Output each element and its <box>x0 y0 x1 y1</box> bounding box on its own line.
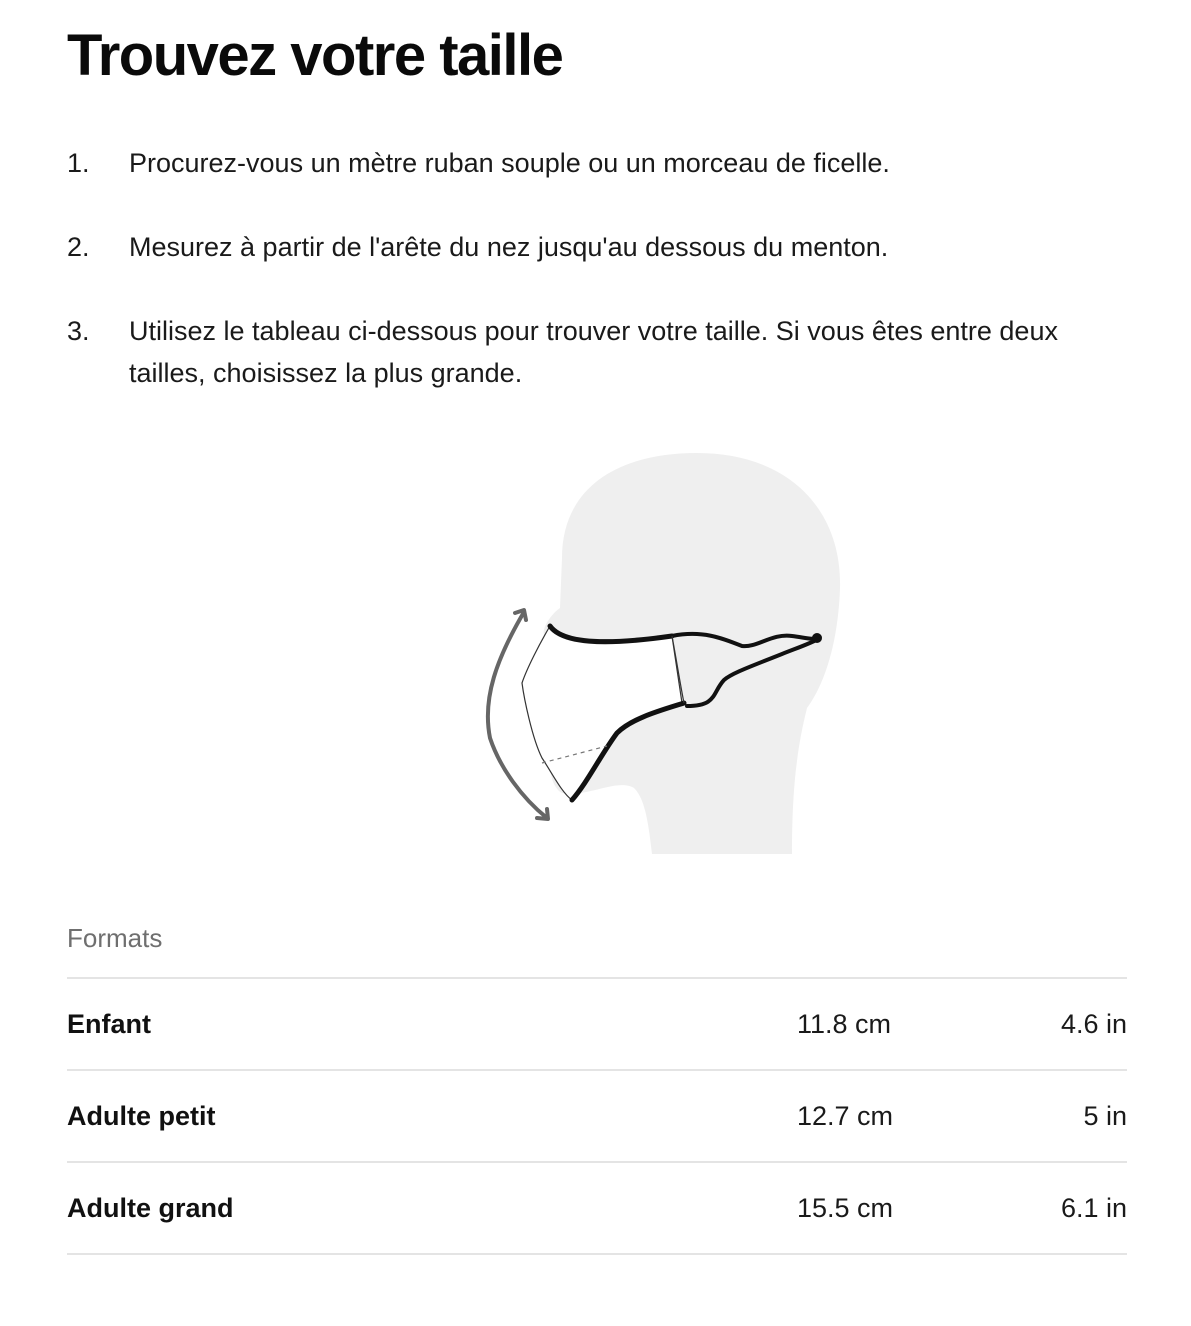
size-cm: 12.7 cm <box>797 1100 894 1131</box>
size-row-adulte-petit <box>67 1071 1127 1163</box>
size-table <box>67 977 1127 1255</box>
step-text: Procurez-vous un mètre ruban souple ou un morceau de ficelle. <box>129 148 890 178</box>
step-number: 3. <box>67 316 90 346</box>
instruction-step-3 <box>67 310 1127 394</box>
size-name: Enfant <box>67 1008 151 1039</box>
size-in: 4.6 in <box>1060 1008 1127 1039</box>
instructions-list <box>67 142 1127 436</box>
size-in: 6.1 in <box>1060 1192 1127 1223</box>
step-text: Utilisez le tableau ci-dessous pour trouver votre taille. Si vous êtes entre deux tailles, choisissez la plus grande. <box>129 316 1058 388</box>
formats-label: Formats <box>67 923 163 953</box>
instruction-step-1 <box>67 142 1127 184</box>
size-cm: 11.8 cm <box>797 1008 892 1039</box>
page-title: Trouvez votre taille <box>67 23 563 88</box>
step-number: 2. <box>67 232 90 262</box>
size-in: 5 in <box>1083 1100 1127 1131</box>
size-row-adulte-grand <box>67 1163 1127 1255</box>
size-row-enfant <box>67 979 1127 1071</box>
ear-loop-toggle <box>812 633 822 643</box>
step-text: Mesurez à partir de l'arête du nez jusqu'au dessous du menton. <box>129 232 889 262</box>
size-name: Adulte grand <box>67 1192 234 1223</box>
instruction-step-2 <box>67 226 1127 268</box>
step-number: 1. <box>67 148 90 178</box>
size-name: Adulte petit <box>67 1100 216 1131</box>
face-mask-measurement-illustration <box>412 448 852 858</box>
size-cm: 15.5 cm <box>797 1192 894 1223</box>
